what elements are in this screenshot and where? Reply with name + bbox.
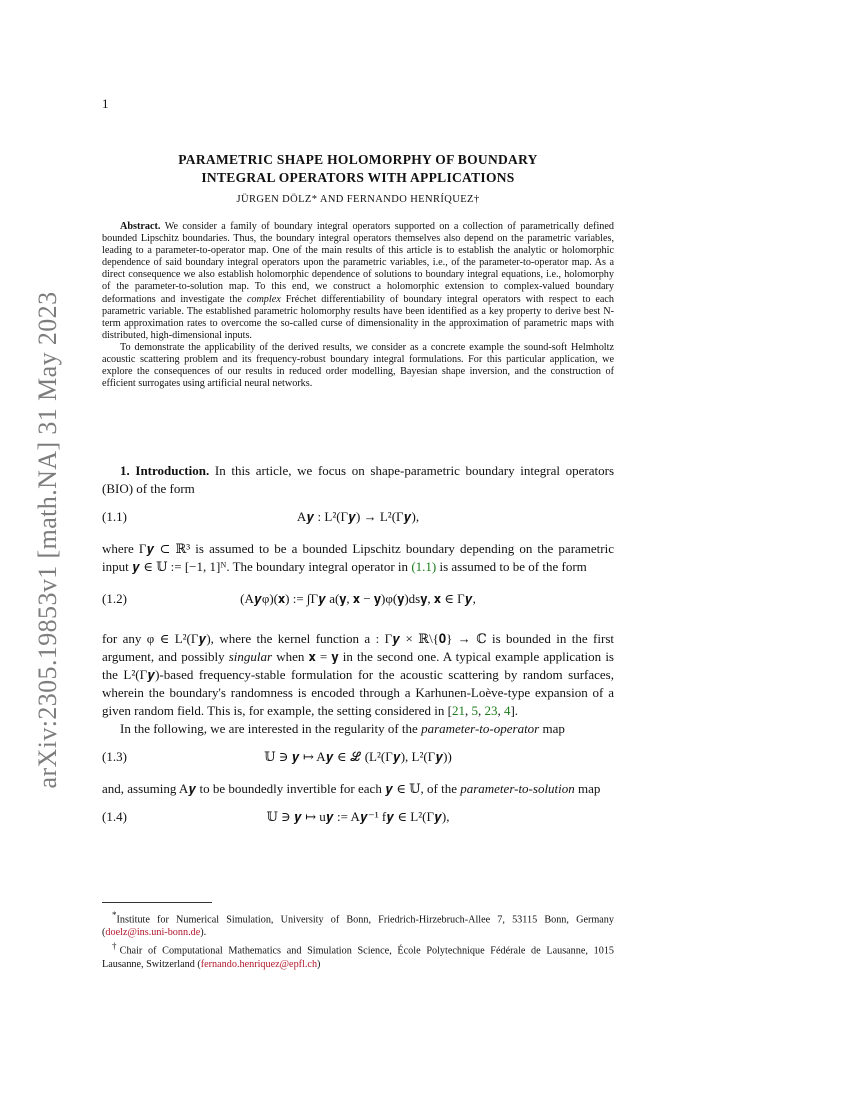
equation-label: (1.1) — [102, 509, 127, 524]
footnote-2: †Chair of Computational Mathematics and Simulation Science, École Polytechnique Fédérale de Lausanne, 1015 Lausanne, Switzerland (fernando.henriquez@epfl.ch) — [102, 941, 615, 970]
abstract-paragraph-2: To demonstrate the applicability of the derived results, we consider as a concrete example the sound-soft Helmholtz acoustic scattering problem and its frequency-robust boundary integral formulations. For this particular application, we explore the consequences of our results in reduced order modelling, Bayesian shape inversion, and the construction of efficient surrogates using artificial neural networks. — [102, 341, 614, 390]
paragraph-following: In the following, we are interested in the regularity of the parameter-to-operator map — [120, 721, 565, 736]
arxiv-stamp[interactable]: arXiv:2305.19853v1 [math.NA] 31 May 2023 — [33, 291, 62, 789]
intro-paragraph: 1. Introduction. In this article, we focus on shape-parametric boundary integral operators (BIO) of the form — [102, 463, 615, 496]
abstract-label: Abstract. — [120, 221, 161, 232]
equation-label: (1.3) — [102, 749, 127, 764]
page-number: 1 — [102, 96, 109, 111]
citation-link[interactable]: 4 — [503, 703, 511, 718]
email-link[interactable]: fernando.henriquez@epfl.ch — [200, 958, 318, 970]
equation-body: 𝕌 ∋ 𝒚 ↦ u𝒚 := A𝒚⁻¹ f𝒚 ∈ L²(Γ𝒚), — [266, 809, 450, 824]
title-line-2: INTEGRAL OPERATORS WITH APPLICATIONS — [201, 170, 515, 185]
equation-1-1 — [102, 508, 614, 528]
citation-link[interactable]: 5 — [471, 703, 478, 718]
paragraph-after-eq-1-3: and, assuming A𝒚 to be boundedly invertible for each 𝒚 ∈ 𝕌, of the parameter-to-solution map — [102, 781, 601, 796]
equation-1-4 — [102, 808, 614, 828]
footnotes — [102, 902, 614, 972]
title-line-1: PARAMETRIC SHAPE HOLOMORPHY OF BOUNDARY — [178, 152, 538, 167]
equation-body: (A𝒚φ)(𝐱) := ∫Γ𝒚 a(𝐲, 𝐱 − 𝐲)φ(𝐲)ds𝐲, 𝐱 ∈ Γ𝒚, — [240, 591, 476, 606]
paragraph-after-eq-1-1: where Γ𝒚 ⊂ ℝ³ is assumed to be a bounded Lipschitz boundary depending on the parametric input 𝒚 ∈ 𝕌 := [−1, 1]ᴺ. The boundary integral operator in (1.1) is assumed to be of the form — [102, 541, 614, 574]
equation-label: (1.4) — [102, 809, 127, 824]
equation-1-2 — [102, 582, 614, 618]
email-link[interactable]: doelz@ins.uni-bonn.de — [105, 927, 201, 939]
paragraph-after-eq-1-2: for any φ ∈ L²(Γ𝒚), where the kernel function a : Γ𝒚 × ℝ\{𝟎} → ℂ is bounded in the first argument, and possibly singular when 𝐱 = 𝐲 in the second one. A typical example application is the L²(Γ𝒚)-based frequency-stable formulation for the acoustic scattering by random surfaces, wherein the boundary's randomness is encoded through a Karhunen-Loève-type expansion of a given random field. This is, for example, the setting considered in [21, 5, 23, 4]. — [102, 631, 614, 718]
equation-body: 𝕌 ∋ 𝒚 ↦ A𝒚 ∈ ℒ (L²(Γ𝒚), L²(Γ𝒚)) — [264, 749, 452, 764]
footnote-1: *Institute for Numerical Simulation, University of Bonn, Friedrich-Hirzebruch-Allee 7, 53115 Bonn, Germany (doelz@ins.uni-bonn.de). — [102, 910, 614, 939]
authors: JÜRGEN DÖLZ* AND FERNANDO HENRÍQUEZ† — [236, 194, 480, 205]
abstract — [102, 221, 614, 390]
equation-reference-link[interactable]: (1.1) — [411, 559, 437, 574]
footnote-rule — [102, 902, 212, 903]
main-body — [102, 462, 614, 838]
equation-body: A𝒚 : L²(Γ𝒚) → L²(Γ𝒚), — [296, 509, 420, 524]
equation-1-3 — [102, 748, 614, 768]
paper-title — [102, 151, 614, 187]
citation-link[interactable]: 23 — [484, 703, 498, 718]
citation-link[interactable]: 21 — [451, 703, 465, 718]
equation-label: (1.2) — [102, 591, 127, 606]
abstract-paragraph-1: Abstract. We consider a family of boundary integral operators supported on a collection of parametrically defined bounded Lipschitz boundaries. Thus, the boundary integral operators themselves also depend on the parametric variables, leading to a parameter-to-operator map. One of the main results of this article is to establish the analytic or holomorphic dependence of said boundary integral operators upon the parametric variables, i.e., of the parameter-to-operator map. As a direct consequence we also establish holomorphic dependence of solutions to boundary integral equations, i.e., holomorphy of the parameter-to-solution map. To this end, we construct a holomorphic extension to complex-valued boundary deformations and investigate the complex Fréchet differentiability of boundary integral operators with respect to each parametric variable. The established parametric holomorphy results have been identified as a key property to derive best N-term approximation rates to overcome the so-called curse of dimensionality in the approximation of parametric maps with distributed, high-dimensional inputs. — [102, 221, 615, 341]
section-heading: 1. Introduction. — [120, 463, 210, 478]
